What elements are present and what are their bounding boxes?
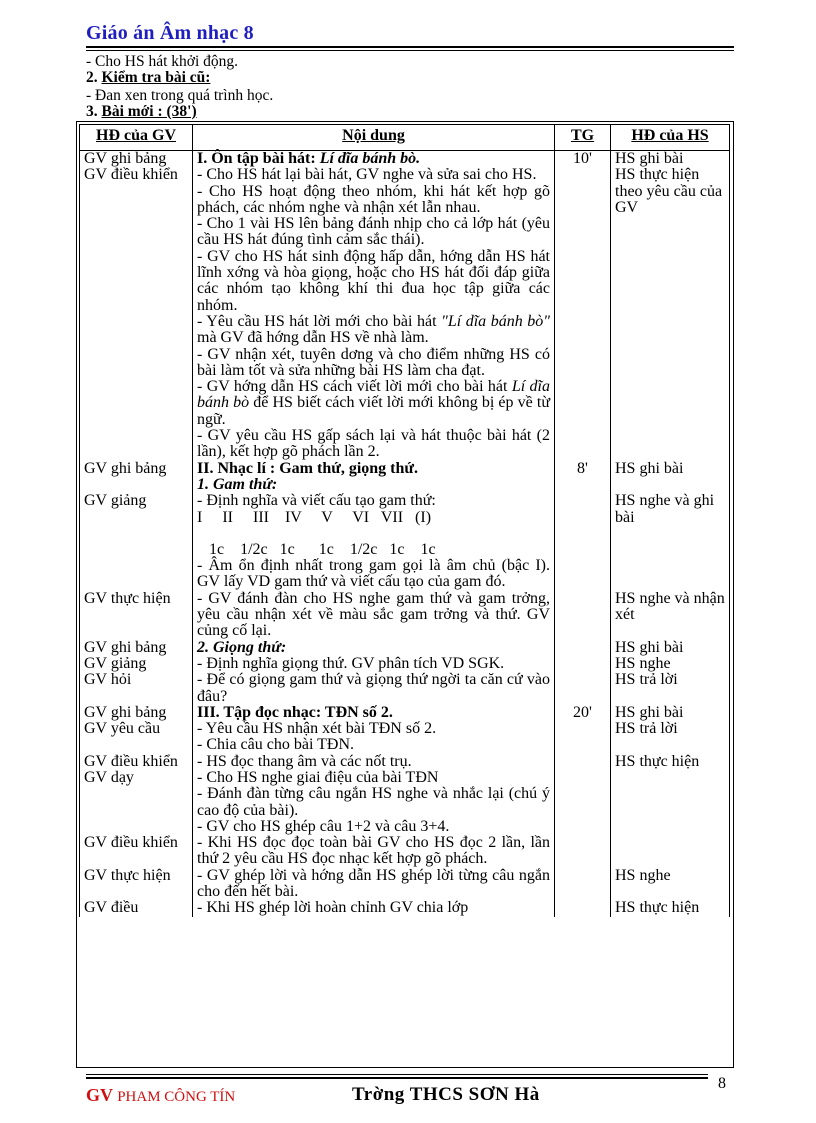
school-name: Trờng THCS SƠN Hà — [352, 1084, 540, 1105]
section-3-heading: 3. Bài mới : (38') — [86, 103, 197, 120]
hs-activity: HS ghi bài — [611, 461, 730, 494]
content-cell: - HS đọc thang âm và các nốt trụ. - Cho HS nghe giai điệu của bài TĐN - Đánh đàn từng câu ngắn HS nghe và nhắc lại (chú ý cao độ của bài). - GV cho HS ghép câu 1+2 và câu 3+4. — [193, 754, 555, 835]
table-row — [80, 754, 730, 835]
table-row — [80, 591, 730, 640]
gv-activity: GV ghi bảng GV điều khiển — [80, 151, 193, 461]
hs-activity: HS nghe và ghi bài — [611, 493, 730, 590]
gv-activity: GV điều khiển GV dạy — [80, 754, 193, 835]
table-row — [80, 640, 730, 673]
hs-activity: HS thực hiện — [611, 754, 730, 835]
hs-activity: HS ghi bài HS nghe — [611, 640, 730, 673]
warmup-line: - Cho HS hát khởi động. — [86, 53, 239, 70]
footer-rule — [86, 1074, 708, 1075]
section-2-heading: 2. Kiểm tra bài cũ: — [86, 69, 211, 86]
col-header-time: TG — [555, 125, 611, 151]
content-cell: - Khi HS ghép lời hoàn chỉnh GV chia lớp — [193, 900, 555, 916]
teacher-name: GV PHAM CÔNG TÍN — [86, 1085, 236, 1105]
time-cell: 10' — [555, 151, 611, 461]
content-cell: - GV ghép lời và hớng dẫn HS ghép lời từng câu ngắn cho đến hết bài. — [193, 868, 555, 901]
table-row — [80, 493, 730, 590]
lesson-table — [79, 124, 730, 917]
content-cell: - GV đánh đàn cho HS nghe gam thứ và gam trởng, yêu cầu nhận xét về màu sắc gam trởng và thứ. GV củng cố lại. — [193, 591, 555, 640]
gv-activity: GV ghi bảng — [80, 461, 193, 494]
header-rule-thin — [86, 50, 734, 51]
table-row — [80, 672, 730, 705]
table-row — [80, 461, 730, 494]
table-row — [80, 900, 730, 916]
content-cell: I. Ôn tập bài hát: Lí dĩa bánh bò. - Cho HS hát lại bài hát, GV nghe và sửa sai cho HS. - Cho HS hoạt động theo nhóm, khi hát kết hợp gõ phách, các nhóm nghe và nhận xét lẫn nhau. - Cho 1 vài HS lên bảng đánh nhịp cho cả lớp hát (yêu cầu HS hát đúng tình cảm sắc thái). - GV cho HS hát sinh động hấp dẫn, hớng dẫn HS hát lĩnh xớng và hòa giọng, hoặc cho HS hát đối đáp giữa các nhóm tạo không khí thi đua học tập giữa các nhóm. - Yêu cầu HS hát lời mới cho bài hát "Lí dĩa bánh bò" mà GV đã hớng dẫn HS về nhà làm. - GV nhận xét, tuyên dơng và cho điểm những HS có bài làm tốt và sửa những bài HS làm cha đạt. - GV hớng dẫn HS cách viết lời mới cho bài hát Lí dĩa bánh bò để HS biết cách viết lời mới không bị ép về từ ngữ. - GV yêu cầu HS gấp sách lại và hát thuộc bài hát (2 lần), kết hợp gõ phách lần 2. — [193, 151, 555, 461]
scale-steps: 1c 1/2c 1c 1c 1/2c 1c 1c — [197, 540, 436, 558]
hs-activity: HS ghi bài HS trả lời — [611, 705, 730, 754]
hs-activity: HS nghe và nhận xét — [611, 591, 730, 640]
content-cell: - Định nghĩa và viết cấu tạo gam thứ: I II III IV V VI VII (I) 1c 1/2c 1c 1c 1/2c 1c 1c - Âm ổn định nhất trong gam gọi là âm chủ (bậc I). GV lấy VD gam thứ và viết cấu tạo của gam đó. — [193, 493, 555, 590]
table-row — [80, 151, 730, 461]
content-cell: 2. Giọng thứ: - Định nghĩa giọng thứ. GV phân tích VD SGK. — [193, 640, 555, 673]
content-cell: - Khi HS đọc đọc toàn bài GV cho HS đọc 2 lần, lần thứ 2 yêu cầu HS đọc nhạc kết hợp gõ phách. — [193, 835, 555, 868]
review-line: - Đan xen trong quá trình học. — [86, 87, 274, 104]
content-cell: III. Tập đọc nhạc: TĐN số 2. - Yêu cầu HS nhận xét bài TĐN số 2. - Chia câu cho bài TĐN. — [193, 705, 555, 754]
hs-activity: HS trả lời — [611, 672, 730, 705]
col-header-content: Nội dung — [193, 125, 555, 151]
col-header-hs: HĐ của HS — [611, 125, 730, 151]
table-row — [80, 835, 730, 868]
time-cell: 8' — [555, 461, 611, 494]
gv-activity: GV giảng — [80, 493, 193, 590]
table-header-row — [80, 125, 730, 151]
table-row — [80, 868, 730, 901]
gv-activity: GV thực hiện — [80, 591, 193, 640]
hs-activity: HS ghi bài HS thực hiện theo yêu cầu của GV — [611, 151, 730, 461]
gv-activity: GV thực hiện — [80, 868, 193, 901]
gv-activity: GV hỏi — [80, 672, 193, 705]
gv-activity: GV điều khiển — [80, 835, 193, 868]
hs-activity: HS thực hiện — [611, 900, 730, 916]
col-header-gv: HĐ của GV — [80, 125, 193, 151]
page-title: Giáo án Âm nhạc 8 — [86, 22, 254, 44]
table-row — [80, 705, 730, 754]
page-number: 8 — [718, 1075, 726, 1092]
footer-rule-thick — [86, 1077, 708, 1079]
header-rule — [86, 46, 734, 48]
gv-activity: GV điều — [80, 900, 193, 916]
content-cell: - Để có giọng gam thứ và giọng thứ ngời ta căn cứ vào đâu? — [193, 672, 555, 705]
time-cell: 20' — [555, 705, 611, 754]
gv-activity: GV ghi bảng GV giảng — [80, 640, 193, 673]
content-cell: II. Nhạc lí : Gam thứ, giọng thứ. 1. Gam thứ: — [193, 461, 555, 494]
gv-activity: GV ghi bảng GV yêu cầu — [80, 705, 193, 754]
hs-activity: HS nghe — [611, 868, 730, 901]
scale-degrees: I II III IV V VI VII (I) — [197, 508, 432, 526]
